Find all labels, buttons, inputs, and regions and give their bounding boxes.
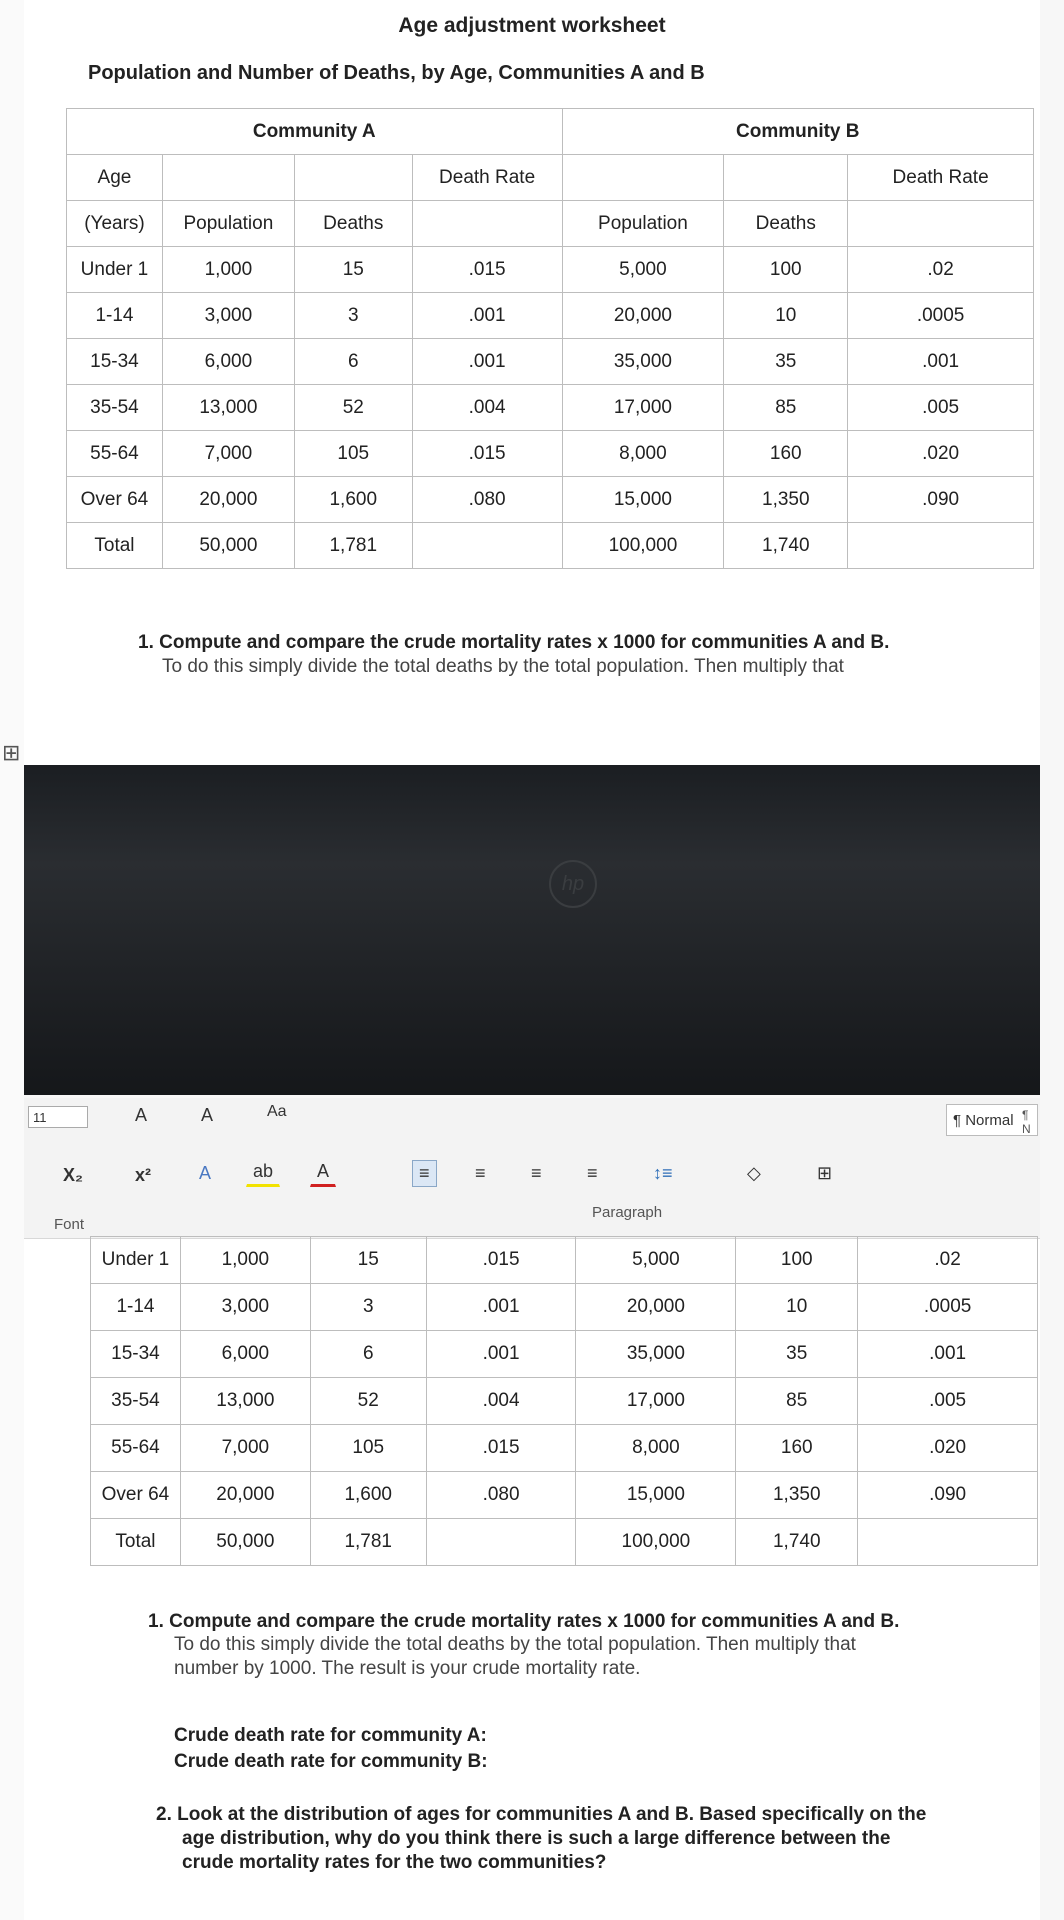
style-normal[interactable]: ¶ Normal xyxy=(946,1104,1038,1136)
table-row xyxy=(91,1237,1038,1284)
deaths-a-cell: 105 xyxy=(310,1425,426,1472)
population-b-cell: 35,000 xyxy=(576,1331,736,1378)
worksheet-title: Age adjustment worksheet xyxy=(398,14,666,37)
population-b-cell: 100,000 xyxy=(562,523,724,569)
population-a-cell: 6,000 xyxy=(162,339,294,385)
rate-b-cell: .005 xyxy=(858,1378,1038,1425)
deaths-a-cell: 1,600 xyxy=(294,477,412,523)
age-header: Age xyxy=(67,155,163,201)
subscript-button[interactable]: X₂ xyxy=(63,1165,84,1185)
deaths-b-cell: 35 xyxy=(736,1331,858,1378)
side-panel-icon[interactable]: ⊞ xyxy=(2,740,21,765)
age-cell: 1-14 xyxy=(91,1284,181,1331)
deaths-a-cell: 1,600 xyxy=(310,1472,426,1519)
rate-b-cell: .005 xyxy=(848,385,1034,431)
mortality-table-top xyxy=(66,108,1034,569)
population-b-cell: 35,000 xyxy=(562,339,724,385)
deaths-b-cell: 85 xyxy=(724,385,848,431)
age-cell: 35-54 xyxy=(91,1378,181,1425)
rate-b-cell: .0005 xyxy=(848,293,1034,339)
table-row xyxy=(67,431,1034,477)
population-a-cell: 1,000 xyxy=(180,1237,310,1284)
rate-a-cell: .001 xyxy=(426,1284,576,1331)
deaths-b-cell: 1,740 xyxy=(724,523,848,569)
mortality-table-bottom xyxy=(90,1236,1038,1566)
shading-button[interactable]: ◇ xyxy=(747,1163,761,1183)
rate-b-cell xyxy=(848,523,1034,569)
empty-header-cell xyxy=(412,201,562,247)
word-ribbon xyxy=(24,1098,1040,1239)
rate-a-cell: .001 xyxy=(426,1331,576,1378)
question-1-title: 1. Compute and compare the crude mortality rates x 1000 for communities A and B. xyxy=(148,1611,900,1632)
population-a-cell: 1,000 xyxy=(162,247,294,293)
population-b-cell: 100,000 xyxy=(576,1519,736,1566)
age-cell: Total xyxy=(91,1519,181,1566)
empty-header-cell xyxy=(724,155,848,201)
population-b-cell: 17,000 xyxy=(576,1378,736,1425)
rate-a-cell: .001 xyxy=(412,339,562,385)
table-row xyxy=(91,1472,1038,1519)
empty-header-cell xyxy=(848,201,1034,247)
monitor-bezel xyxy=(24,765,1040,1095)
population-a-cell: 50,000 xyxy=(180,1519,310,1566)
crude-rate-b-label: Crude death rate for community B: xyxy=(174,1751,488,1772)
deaths-b-cell: 160 xyxy=(724,431,848,477)
population-b-cell: 5,000 xyxy=(562,247,724,293)
deaths-b-header: Deaths xyxy=(724,201,848,247)
age-cell: 1-14 xyxy=(67,293,163,339)
age-cell: Under 1 xyxy=(67,247,163,293)
question-1-bottom xyxy=(148,1611,1008,1681)
community-header-row xyxy=(67,109,1034,155)
table-row xyxy=(67,477,1034,523)
rate-b-cell: .001 xyxy=(858,1331,1038,1378)
font-color-button[interactable]: A xyxy=(310,1158,336,1187)
population-a-cell: 13,000 xyxy=(180,1378,310,1425)
population-b-header: Population xyxy=(562,201,724,247)
deaths-a-cell: 3 xyxy=(310,1284,426,1331)
age-cell: Under 1 xyxy=(91,1237,181,1284)
rate-a-cell xyxy=(426,1519,576,1566)
rate-a-cell: .004 xyxy=(426,1378,576,1425)
deaths-b-cell: 10 xyxy=(724,293,848,339)
deaths-a-cell: 52 xyxy=(310,1378,426,1425)
deaths-a-header: Deaths xyxy=(294,201,412,247)
rate-a-cell: .004 xyxy=(412,385,562,431)
text-effects-button[interactable]: A xyxy=(199,1163,212,1183)
age-cell: 15-34 xyxy=(67,339,163,385)
font-group-label: Font xyxy=(54,1216,85,1233)
deaths-b-cell: 1,350 xyxy=(724,477,848,523)
grow-font-button[interactable]: A xyxy=(135,1105,148,1125)
deaths-b-cell: 160 xyxy=(736,1425,858,1472)
population-a-cell: 3,000 xyxy=(180,1284,310,1331)
rate-a-cell: .015 xyxy=(426,1425,576,1472)
population-a-cell: 6,000 xyxy=(180,1331,310,1378)
top-document-region xyxy=(24,0,1040,765)
deaths-b-cell: 1,740 xyxy=(736,1519,858,1566)
crude-rate-a-label: Crude death rate for community A: xyxy=(174,1725,487,1746)
shrink-font-button[interactable]: A xyxy=(201,1105,214,1125)
deaths-b-cell: 85 xyxy=(736,1378,858,1425)
font-size-select[interactable]: 11 xyxy=(28,1106,88,1128)
borders-button[interactable]: ⊞ xyxy=(817,1163,833,1183)
rate-b-cell: .0005 xyxy=(858,1284,1038,1331)
rate-a-cell: .015 xyxy=(426,1237,576,1284)
crude-rate-answers xyxy=(174,1723,488,1775)
population-b-cell: 8,000 xyxy=(576,1425,736,1472)
age-cell: 55-64 xyxy=(67,431,163,477)
age-cell: 35-54 xyxy=(67,385,163,431)
deaths-a-cell: 3 xyxy=(294,293,412,339)
left-margin-strip xyxy=(0,0,24,1920)
rate-b-cell: .090 xyxy=(858,1472,1038,1519)
population-a-cell: 13,000 xyxy=(162,385,294,431)
population-b-cell: 5,000 xyxy=(576,1237,736,1284)
population-a-cell: 7,000 xyxy=(180,1425,310,1472)
align-left-button[interactable]: ≡ xyxy=(412,1160,437,1187)
style-next[interactable]: ¶ N xyxy=(1022,1108,1031,1136)
community-b-header: Community B xyxy=(562,109,1034,155)
question-2-line2: age distribution, why do you think there is such a large difference between the xyxy=(182,1828,891,1849)
align-center-button[interactable]: ≡ xyxy=(475,1163,486,1183)
deaths-a-cell: 1,781 xyxy=(294,523,412,569)
population-b-cell: 17,000 xyxy=(562,385,724,431)
column-header-row-2 xyxy=(67,201,1034,247)
rate-a-cell: .001 xyxy=(412,293,562,339)
population-b-cell: 15,000 xyxy=(562,477,724,523)
question-1-instructions-line2: number by 1000. The result is your crude mortality rate. xyxy=(174,1658,641,1679)
rate-b-cell: .020 xyxy=(848,431,1034,477)
table-row xyxy=(91,1378,1038,1425)
age-cell: Over 64 xyxy=(91,1472,181,1519)
line-spacing-button[interactable]: ↕≡ xyxy=(653,1163,673,1183)
deaths-a-cell: 1,781 xyxy=(310,1519,426,1566)
empty-header-cell xyxy=(162,155,294,201)
population-b-cell: 20,000 xyxy=(562,293,724,339)
table-row xyxy=(91,1519,1038,1566)
empty-header-cell xyxy=(294,155,412,201)
deaths-b-cell: 100 xyxy=(724,247,848,293)
rate-a-cell: .015 xyxy=(412,247,562,293)
hp-logo-icon: hp xyxy=(549,860,597,908)
population-b-cell: 20,000 xyxy=(576,1284,736,1331)
rate-b-cell: .001 xyxy=(848,339,1034,385)
superscript-button[interactable]: x² xyxy=(135,1165,152,1185)
deaths-a-cell: 6 xyxy=(294,339,412,385)
table-row xyxy=(67,293,1034,339)
population-a-cell: 20,000 xyxy=(180,1472,310,1519)
death-rate-b-header: Death Rate xyxy=(848,155,1034,201)
table-row xyxy=(67,247,1034,293)
table-row xyxy=(91,1331,1038,1378)
table-row xyxy=(67,339,1034,385)
question-1-top xyxy=(138,632,1018,678)
deaths-b-cell: 1,350 xyxy=(736,1472,858,1519)
deaths-a-cell: 15 xyxy=(294,247,412,293)
population-b-cell: 8,000 xyxy=(562,431,724,477)
empty-header-cell xyxy=(562,155,724,201)
question-1-instructions-line1: To do this simply divide the total deaths by the total population. Then multiply that xyxy=(174,1634,856,1655)
population-a-cell: 20,000 xyxy=(162,477,294,523)
years-header: (Years) xyxy=(67,201,163,247)
column-header-row-1 xyxy=(67,155,1034,201)
death-rate-a-header: Death Rate xyxy=(412,155,562,201)
rate-b-cell xyxy=(858,1519,1038,1566)
deaths-b-cell: 10 xyxy=(736,1284,858,1331)
question-2-line3: crude mortality rates for the two communities? xyxy=(182,1852,607,1873)
rate-a-cell xyxy=(412,523,562,569)
bottom-document-region xyxy=(24,1098,1040,1920)
population-a-header: Population xyxy=(162,201,294,247)
age-cell: 15-34 xyxy=(91,1331,181,1378)
population-a-cell: 3,000 xyxy=(162,293,294,339)
deaths-a-cell: 6 xyxy=(310,1331,426,1378)
population-b-cell: 15,000 xyxy=(576,1472,736,1519)
highlight-color-button[interactable]: ab xyxy=(246,1158,280,1187)
paragraph-group-label: Paragraph xyxy=(592,1204,663,1221)
community-a-header: Community A xyxy=(67,109,563,155)
age-cell: 55-64 xyxy=(91,1425,181,1472)
table-caption: Population and Number of Deaths, by Age, Communities A and B xyxy=(88,62,705,84)
question-2 xyxy=(156,1803,996,1875)
rate-a-cell: .080 xyxy=(426,1472,576,1519)
rate-b-cell: .020 xyxy=(858,1425,1038,1472)
change-case-button[interactable]: Aa xyxy=(267,1103,287,1120)
table-row xyxy=(67,523,1034,569)
population-a-cell: 50,000 xyxy=(162,523,294,569)
age-cell: Over 64 xyxy=(67,477,163,523)
population-a-cell: 7,000 xyxy=(162,431,294,477)
question-1-title: 1. Compute and compare the crude mortality rates x 1000 for communities A and B. xyxy=(138,632,890,653)
question-1-instructions: To do this simply divide the total deaths by the total population. Then multiply that xyxy=(162,656,844,677)
rate-b-cell: .090 xyxy=(848,477,1034,523)
deaths-a-cell: 105 xyxy=(294,431,412,477)
rate-b-cell: .02 xyxy=(858,1237,1038,1284)
table-row xyxy=(91,1284,1038,1331)
rate-a-cell: .080 xyxy=(412,477,562,523)
rate-a-cell: .015 xyxy=(412,431,562,477)
deaths-b-cell: 100 xyxy=(736,1237,858,1284)
deaths-b-cell: 35 xyxy=(724,339,848,385)
deaths-a-cell: 52 xyxy=(294,385,412,431)
deaths-a-cell: 15 xyxy=(310,1237,426,1284)
align-right-button[interactable]: ≡ xyxy=(531,1163,542,1183)
table-row xyxy=(91,1425,1038,1472)
age-cell: Total xyxy=(67,523,163,569)
question-2-line1: 2. Look at the distribution of ages for communities A and B. Based specifically on the xyxy=(156,1804,927,1825)
rate-b-cell: .02 xyxy=(848,247,1034,293)
table-row xyxy=(67,385,1034,431)
justify-button[interactable]: ≡ xyxy=(587,1163,598,1183)
